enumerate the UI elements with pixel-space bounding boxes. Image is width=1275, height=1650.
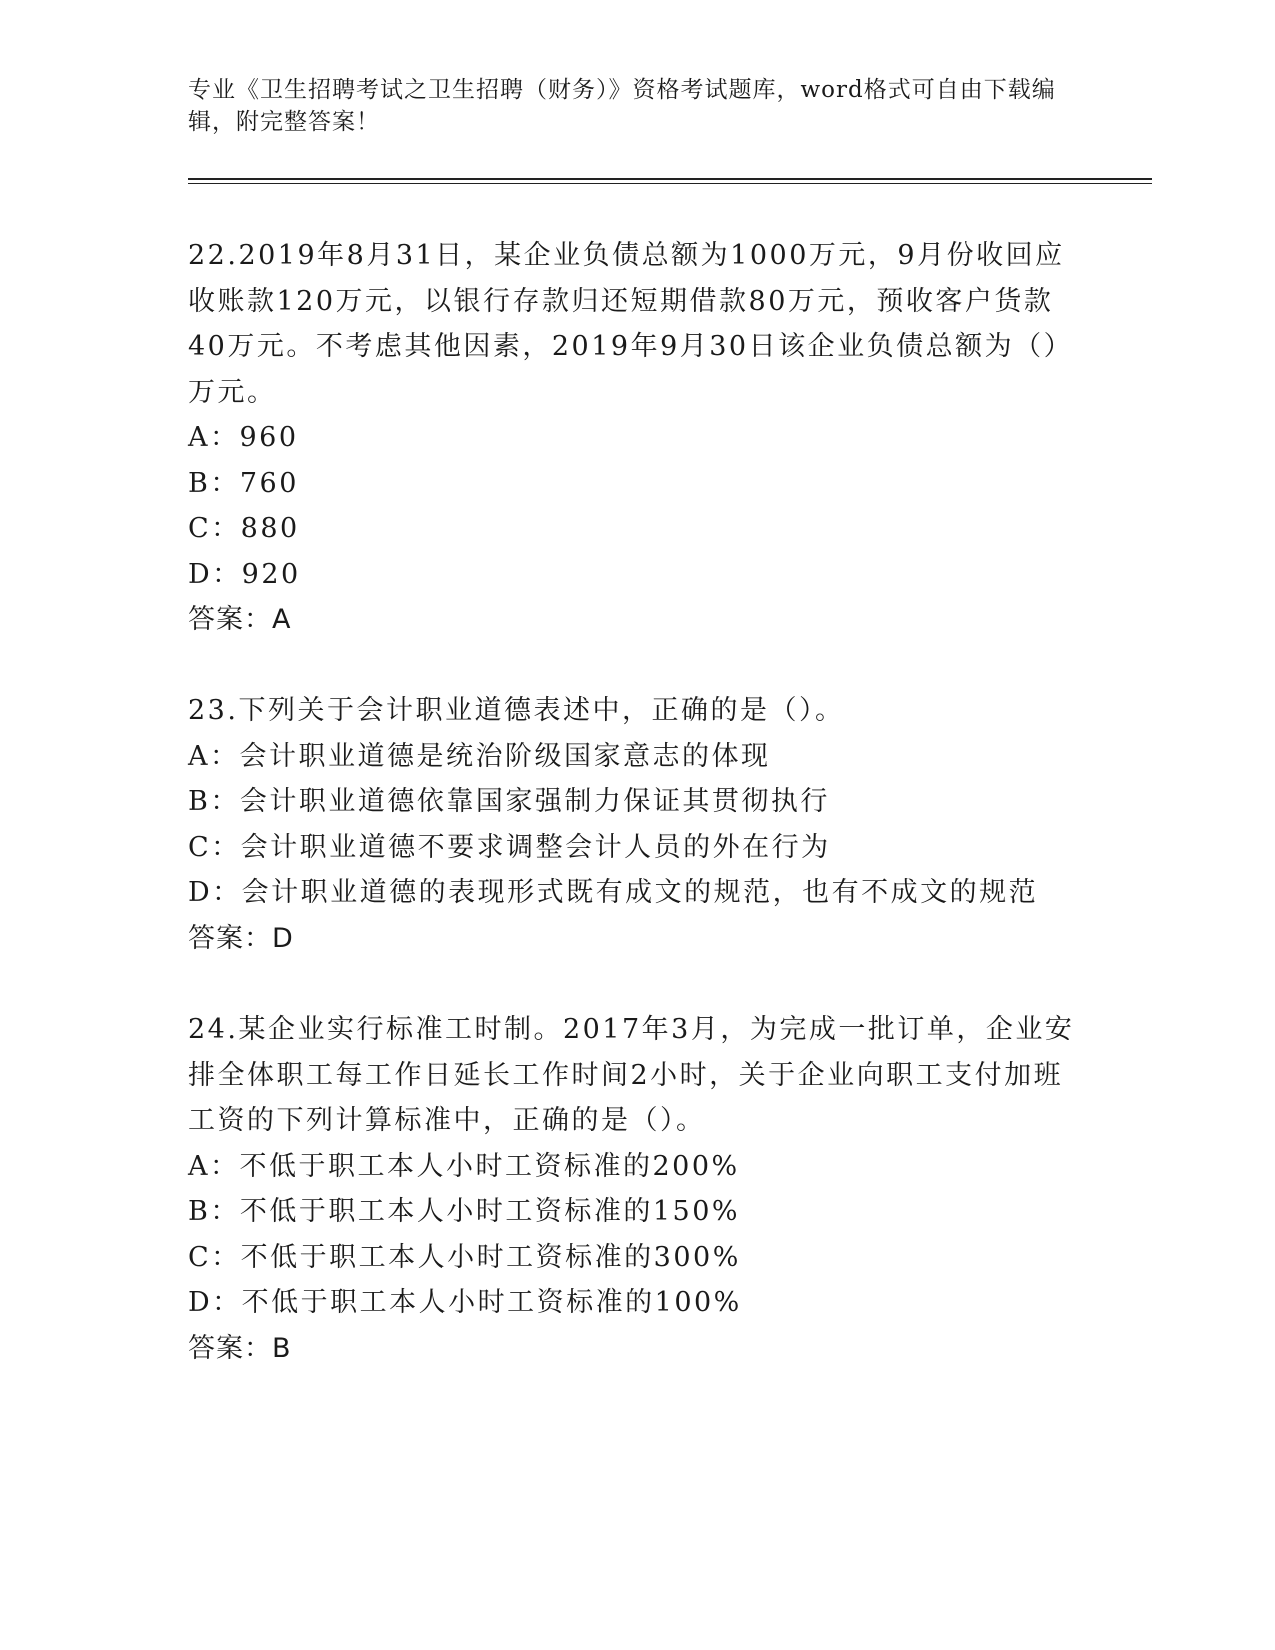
question-22 bbox=[188, 233, 1088, 643]
option-d: D：会计职业道德的表现形式既有成文的规范，也有不成文的规范 bbox=[188, 877, 1039, 908]
document-header: 专业《卫生招聘考试之卫生招聘（财务）》资格考试题库，word格式可自由下载编辑，附完整答案！ bbox=[188, 77, 1056, 135]
option-a: A：960 bbox=[188, 422, 299, 453]
option-d: D：920 bbox=[188, 558, 301, 590]
question-stem: 23.下列关于会计职业道德表述中，正确的是（）。 bbox=[188, 695, 845, 726]
answer-label: 答案：A bbox=[188, 604, 292, 635]
option-c: C：会计职业道德不要求调整会计人员的外在行为 bbox=[188, 831, 831, 863]
option-a: A：不低于职工本人小时工资标准的200% bbox=[188, 1150, 740, 1182]
header-divider-thick bbox=[188, 178, 1152, 180]
header-divider-thin bbox=[188, 183, 1152, 184]
question-stem: 24.某企业实行标准工时制。2017年3月，为完成一批订单，企业安排全体职工每工作日延长工作时间2小时，关于企业向职工支付加班工资的下列计算标准中，正确的是（）。 bbox=[188, 1014, 1075, 1136]
option-b: B：不低于职工本人小时工资标准的150% bbox=[188, 1196, 741, 1227]
option-c: C：不低于职工本人小时工资标准的300% bbox=[188, 1241, 741, 1273]
option-b: B：会计职业道德依靠国家强制力保证其贯彻执行 bbox=[188, 786, 830, 817]
option-c: C：880 bbox=[188, 513, 300, 544]
option-d: D：不低于职工本人小时工资标准的100% bbox=[188, 1287, 742, 1318]
question-23 bbox=[188, 688, 1088, 961]
option-a: A：会计职业道德是统治阶级国家意志的体现 bbox=[188, 740, 771, 772]
question-24 bbox=[188, 1007, 1088, 1371]
answer-label: 答案：D bbox=[188, 922, 294, 954]
answer-label: 答案：B bbox=[188, 1332, 292, 1364]
question-stem: 22.2019年8月31日，某企业负债总额为1000万元，9月份收回应收账款120万元，以银行存款归还短期借款80万元，预收客户货款40万元。不考虑其他因素，2019年9月30日该企业负债总额为（）万元。 bbox=[188, 240, 1074, 408]
option-b: B：760 bbox=[188, 467, 299, 499]
